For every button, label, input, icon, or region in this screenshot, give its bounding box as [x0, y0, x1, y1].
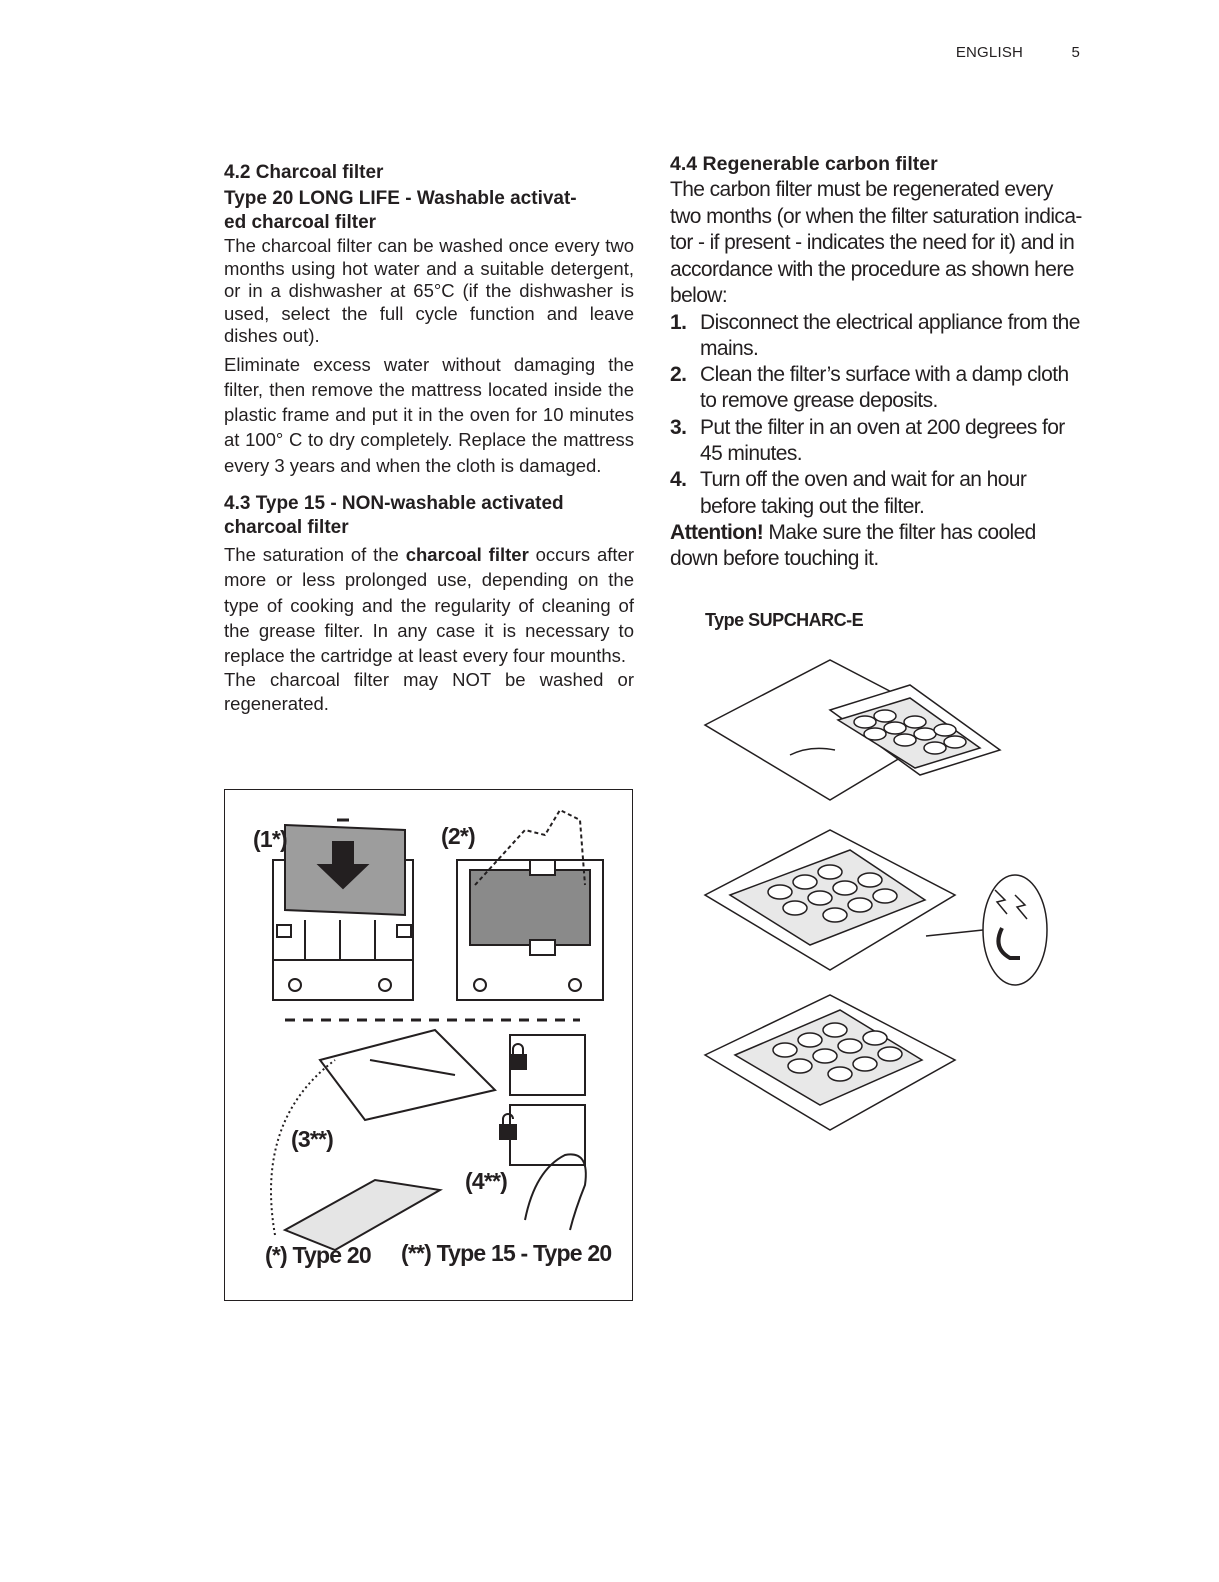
attention-note: [670, 520, 1082, 573]
left-column: [224, 161, 634, 716]
step-number: 4.: [670, 468, 687, 492]
step-item: [670, 362, 1082, 415]
step-text: Clean the filter’s surface with a damp cloth to remove grease deposits.: [700, 363, 1069, 413]
step-item: [670, 415, 1082, 468]
filter-installation-figure: [224, 789, 633, 1301]
supcharc-figure: [690, 650, 1060, 1170]
section-4-4-intro: The carbon filter must be regenerated every two months (or when the filter saturation indica-tor - if present - indicates the need for it) and in accordance with the procedure as shown here below:: [670, 178, 1082, 307]
hood-with-filter-drop-drawing: [705, 830, 1047, 985]
para-text: occurs after more or less prolonged use, depending on the type of cooking and the regularity of cleaning of the grease filter. In any case it is necessary to replace the cartridge at least every four mounths.: [224, 543, 634, 667]
section-4-3-heading: [224, 492, 634, 540]
hood-with-filter-open-drawing: [705, 660, 1000, 800]
step-item: [670, 310, 1082, 363]
step-text: Turn off the oven and wait for an hour before taking out the filter.: [700, 468, 1027, 518]
regeneration-steps: [670, 310, 1082, 520]
attention-label: Attention!: [670, 520, 764, 544]
page-header: [956, 44, 1080, 61]
language-label: ENGLISH: [955, 44, 1024, 61]
step-text: Put the filter in an oven at 200 degrees for 45 minutes.: [700, 415, 1065, 465]
section-4-3-paragraph-2: The charcoal filter may NOT be washed or regenerated.: [224, 669, 634, 715]
step-text: Disconnect the electrical appliance from the mains.: [700, 310, 1080, 360]
section-4-3-paragraph-1: [224, 542, 634, 668]
step-2-label: (2*): [441, 823, 475, 849]
hood-with-filter-installed-drawing: [705, 995, 955, 1130]
section-4-3-heading-line-2: charcoal filter: [224, 516, 349, 538]
subheading-line-1: Type 20 LONG LIFE - Washable activat-: [224, 188, 577, 209]
step-3-label: (3**): [291, 1126, 334, 1152]
filter-installation-illustration: [225, 790, 631, 1299]
right-column: [670, 152, 1082, 573]
step-item: [670, 467, 1082, 520]
legend-type-15-20: (**) Type 15 - Type 20: [401, 1240, 612, 1266]
section-4-4-heading: 4.4 Regenerable carbon filter: [670, 153, 938, 175]
page-number: 5: [1071, 44, 1080, 61]
step-4-label: (4**): [465, 1168, 508, 1194]
step-1-label: (1*): [253, 826, 287, 852]
step-number: 1.: [670, 310, 687, 334]
bold-term: charcoal filter: [405, 543, 529, 565]
section-4-2-paragraph-2: Eliminate excess water without damaging the filter, then remove the mattress located inside the plastic frame and put it in the oven for 10 minutes at 100° C to dry completely. Replace the mattress every 3 years and when the cloth is damaged.: [224, 353, 634, 476]
legend-type-20: (*) Type 20: [265, 1242, 371, 1268]
section-4-3-heading-line-1: 4.3 Type 15 - NON-washable activated: [224, 492, 564, 514]
filter-frame-1-drawing: [273, 820, 413, 1000]
supcharc-illustration: [690, 650, 1060, 1170]
para-text: The saturation of the: [224, 543, 406, 565]
attention-text: Make sure the filter has cooled down before touching it.: [670, 520, 1036, 571]
step-number: 2.: [670, 363, 687, 387]
section-4-2-heading: 4.2 Charcoal filter: [224, 162, 384, 183]
subheading-line-2: ed charcoal filter: [224, 212, 377, 233]
supcharc-caption: Type SUPCHARC-E: [705, 610, 864, 630]
step-number: 3.: [670, 415, 687, 439]
filter-frame-2-drawing: [457, 810, 603, 1000]
section-4-2-paragraph-1: The charcoal filter can be washed once every two months using hot water and a suitable detergent, or in a dishwasher at 65°C (if the dishwasher is used, select the full cycle function and leave dishes out).: [224, 235, 634, 346]
section-4-2-subheading: [224, 187, 634, 235]
lock-detail-drawing: [500, 1035, 586, 1230]
